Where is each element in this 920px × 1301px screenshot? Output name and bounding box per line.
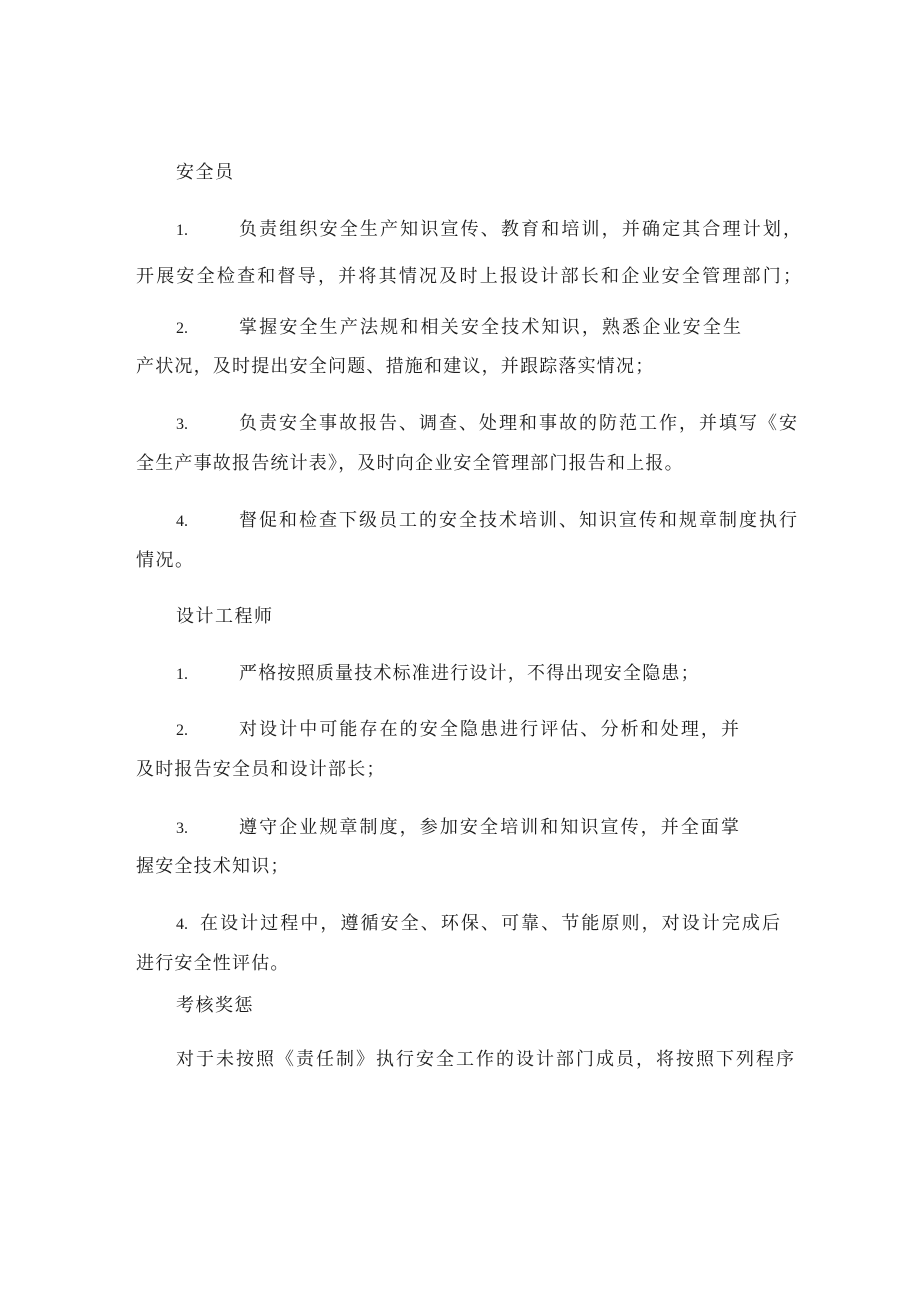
item-text-line: 全生产事故报告统计表》，及时向企业安全管理部门报告和上报。 (136, 453, 684, 474)
item-text-line: 督促和检查下级员工的安全技术培训、知识宣传和规章制度执行 (239, 510, 797, 531)
heading-assessment: 考核奖惩 (176, 995, 254, 1016)
item-number: 3. (176, 416, 188, 433)
item-number: 4. (176, 513, 188, 530)
item-text-line: 进行安全性评估。 (136, 953, 290, 974)
item-text-line: 在设计过程中，遵循安全、环保、可靠、节能原则，对设计完成后 (200, 913, 780, 934)
item-text-line: 负责组织安全生产知识宣传、教育和培训，并确定其合理计划， (239, 219, 801, 240)
heading-design-engineer: 设计工程师 (176, 606, 274, 627)
item-text-line: 掌握安全生产法规和相关安全技术知识，熟悉企业安全生 (239, 317, 741, 338)
item-number: 1. (176, 666, 188, 683)
item-text-line: 严格按照质量技术标准进行设计，不得出现安全隐患； (239, 663, 700, 684)
item-number: 1. (176, 222, 188, 239)
item-number: 2. (176, 722, 188, 739)
item-text-line: 对设计中可能存在的安全隐患进行评估、分析和处理，并 (239, 719, 739, 740)
item-text-line: 产状况，及时提出安全问题、措施和建议，并跟踪落实情况； (136, 356, 655, 377)
item-text-line: 情况。 (136, 550, 195, 571)
item-text-line: 及时报告安全员和设计部长； (136, 759, 386, 780)
paragraph-text-line: 对于未按照《责任制》执行安全工作的设计部门成员，将按照下列程序 (176, 1049, 794, 1070)
item-text-line: 开展安全检查和督导，并将其情况及时上报设计部长和企业安全管理部门； (136, 266, 801, 287)
item-number: 4. (176, 916, 188, 933)
item-text-line: 握安全技术知识； (136, 856, 290, 877)
item-number: 3. (176, 820, 188, 837)
heading-safety-officer: 安全员 (176, 162, 235, 183)
item-text-line: 负责安全事故报告、调查、处理和事故的防范工作，并填写《安 (239, 413, 797, 434)
item-number: 2. (176, 320, 188, 337)
item-text-line: 遵守企业规章制度，参加安全培训和知识宣传，并全面掌 (239, 817, 739, 838)
